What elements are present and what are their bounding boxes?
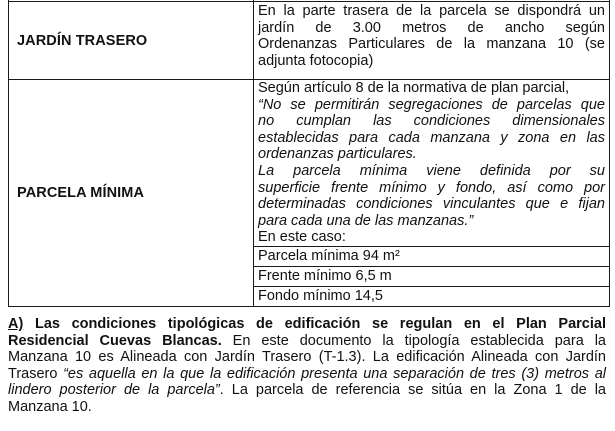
quote-line: ordenanzas particulares. — [258, 146, 417, 163]
parcela-minima-value: Parcela mínima 94 m² — [254, 246, 609, 266]
plain-text: Trasero — [8, 365, 64, 382]
quote-line: “No se permitirán segregaciones de parcelas que — [258, 96, 605, 113]
table-row-jardin-trasero — [9, 1, 609, 79]
quote-text: “es aquella en la que la edificación presenta una separación de tres (3) metros al — [63, 365, 606, 382]
plain-text: . La parcela de referencia se sitúa en la Zona 1 de la — [219, 382, 606, 399]
quote-line: determinadas condiciones vinculantes que e fijan — [258, 196, 605, 213]
quote-line: La parcela mínima viene definida por su — [258, 162, 605, 179]
text-line: adjunta fotocopia) — [258, 52, 374, 69]
paragraph-line-4 — [8, 366, 606, 383]
quote-line: establecidas para cada manzana y zona en las — [258, 129, 605, 146]
paragraph-line-2 — [8, 333, 606, 350]
text-line: Ordenanzas Particulares de la manzana 10 (se — [258, 36, 605, 53]
quote-line: para cada una de las manzanas.” — [258, 212, 474, 229]
fondo-minimo-value: Fondo mínimo 14,5 — [254, 286, 609, 306]
bold-text: Residencial Cuevas Blancas. — [8, 332, 222, 349]
text-line: En la parte trasera de la parcela se dispondrá un — [258, 3, 605, 19]
section-marker: A) — [8, 316, 24, 332]
table-label-empty — [9, 0, 254, 1]
case-line: En este caso: — [258, 229, 346, 246]
row-content-parcela-minima — [254, 80, 609, 306]
bold-text: Las condiciones tipológicas de edificación se regulan en el Plan Parcial — [23, 316, 606, 332]
table-cell-previous — [254, 0, 609, 1]
quote-line: no cumplan las condiciones dimensionales — [258, 113, 605, 130]
conditions-table — [8, 0, 610, 307]
plain-text: En este documento la tipología establecida para la — [221, 332, 606, 349]
paragraph-line-5 — [8, 382, 606, 399]
row-label-jardin-trasero: JARDÍN TRASERO — [9, 2, 254, 79]
table-row-previous — [9, 0, 609, 1]
row-content-jardin-trasero — [254, 2, 609, 79]
paragraph-line-3: Manzana 10 es Alineada con Jardín Trasero (T-1.3). La edificación Alineada con Jardín — [8, 349, 606, 366]
text-line: jardín de 3.00 metros de ancho según — [258, 19, 605, 36]
previous-row-fragment — [254, 0, 310, 1]
frente-minimo-value: Frente mínimo 6,5 m — [254, 266, 609, 286]
table-row-parcela-minima — [9, 79, 609, 306]
normativa-quote-block — [254, 80, 609, 246]
row-label-parcela-minima: PARCELA MÍNIMA — [9, 80, 254, 306]
intro-line: Según artículo 8 de la normativa de plan parcial, — [258, 80, 570, 96]
quote-text: lindero posterior de la parcela” — [8, 382, 220, 399]
quote-line: superficie frente mínimo y fondo, así como por — [258, 179, 605, 196]
tipologia-paragraph — [8, 316, 606, 416]
paragraph-line-6: Manzana 10. — [8, 398, 92, 415]
paragraph-line-1 — [8, 316, 606, 333]
